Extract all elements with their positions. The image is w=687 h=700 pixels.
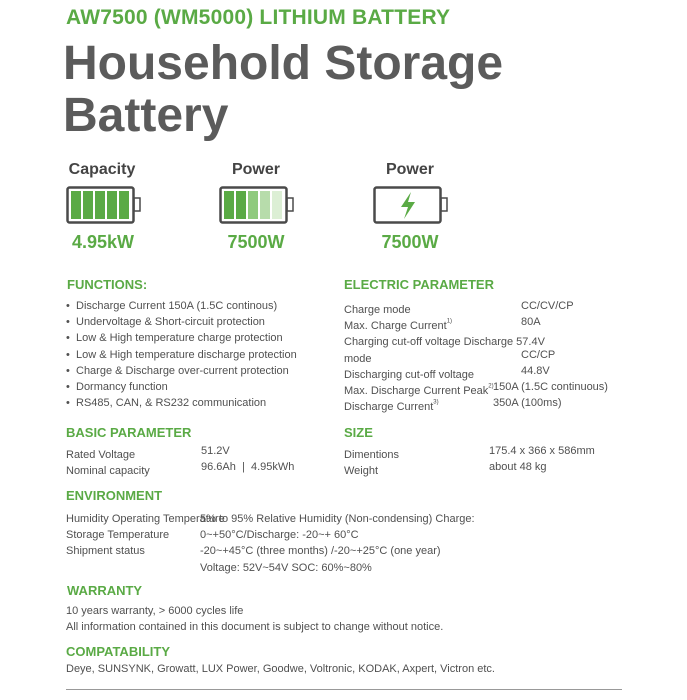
table-row: mode CC/CP xyxy=(344,348,556,365)
warranty-heading: WARRANTY xyxy=(67,583,143,598)
capacity-value: 4.95kW xyxy=(71,232,135,252)
battery-full-icon xyxy=(66,186,142,226)
table-row: Rated Voltage 51.2V xyxy=(66,445,230,461)
size-table xyxy=(344,445,644,477)
compatability-text: Deye, SUNSYNK, Growatt, LUX Power, Goodwe, Voltronic, KODAK, Axpert, Victron etc. xyxy=(66,663,495,675)
table-row: Discharge Current$^{3)}$ 350A (100ms) xyxy=(344,397,562,414)
list-item: • Discharge Current 150A (1.5C continous) xyxy=(66,300,278,312)
functions-heading: FUNCTIONS: xyxy=(67,277,148,292)
list-item: • Dormancy function xyxy=(66,380,168,393)
power-label: Power xyxy=(231,161,280,178)
list-item: • RS485, CAN, & RS232 communication xyxy=(66,397,267,410)
electric-parameter-table xyxy=(344,300,644,413)
list-item: • Charge & Discharge over-current protection xyxy=(66,364,289,377)
table-row: Dimentions 175.4 x 366 x 586mm xyxy=(344,445,595,461)
compatability-heading: COMPATABILITY xyxy=(66,644,170,659)
electric-parameter-heading: ELECTRIC PARAMETER xyxy=(344,277,494,292)
environment-label: Humidity Operating Temperature xyxy=(66,513,225,525)
table-row: Charging cut-off voltage Discharge 57.4V xyxy=(344,336,545,349)
table-row: Charge mode CC/CV/CP xyxy=(344,300,574,316)
table-row: Discharging cut-off voltage 44.8V xyxy=(344,364,550,381)
environment-value: -20~+45°C (three months) /-20~+25°C (one year) xyxy=(200,545,441,558)
table-row: Max. Charge Current$^{1)}$ 80A xyxy=(344,316,541,333)
warranty-line: All information contained in this document is subject to change without notice. xyxy=(66,621,444,634)
environment-label: Shipment status xyxy=(66,545,145,558)
power-value: 7500W xyxy=(227,232,285,252)
title-line-2: Battery xyxy=(63,89,229,142)
list-item: • Low & High temperature charge protection xyxy=(66,332,283,345)
warranty-text xyxy=(66,601,443,633)
list-item: • Undervoltage & Short-circuit protection xyxy=(66,316,265,329)
environment-label: Storage Temperature xyxy=(66,529,170,542)
basic-parameter-table xyxy=(66,445,336,477)
table-row: Max. Discharge Current Peak$^{2)}$ 150A (1.5C continuous) xyxy=(344,380,608,397)
environment-values xyxy=(200,509,475,574)
power-charging-value: 7500W xyxy=(381,232,439,252)
document-subtitle: AW7500 (WM5000) LITHIUM BATTERY xyxy=(66,6,451,29)
environment-heading: ENVIRONMENT xyxy=(66,488,163,503)
basic-parameter-heading: BASIC PARAMETER xyxy=(66,425,192,440)
environment-value: 0~+50°C/Discharge: -20~+ 60°C xyxy=(200,529,359,542)
battery-partial-icon xyxy=(219,186,295,226)
battery-charging-icon xyxy=(373,186,449,226)
warranty-line: 10 years warranty, > 6000 cycles life xyxy=(66,605,244,617)
capacity-label: Capacity xyxy=(68,161,136,178)
environment-value: 5% to 95% Relative Humidity (Non-condensing) Charge: xyxy=(200,513,475,525)
title-line-1: Household Storage xyxy=(63,37,504,90)
list-item: • Low & High temperature discharge protection xyxy=(66,348,297,361)
size-heading: SIZE xyxy=(344,425,373,440)
table-row: Weight about 48 kg xyxy=(344,461,547,478)
functions-list xyxy=(66,300,297,413)
bottom-divider xyxy=(66,689,622,690)
power-charging-label: Power xyxy=(385,161,434,178)
table-row: Nominal capacity 96.6Ah | 4.95kWh xyxy=(66,461,295,478)
page-title xyxy=(63,38,503,142)
environment-value: Voltage: 52V~54V SOC: 60%~80% xyxy=(200,561,372,574)
